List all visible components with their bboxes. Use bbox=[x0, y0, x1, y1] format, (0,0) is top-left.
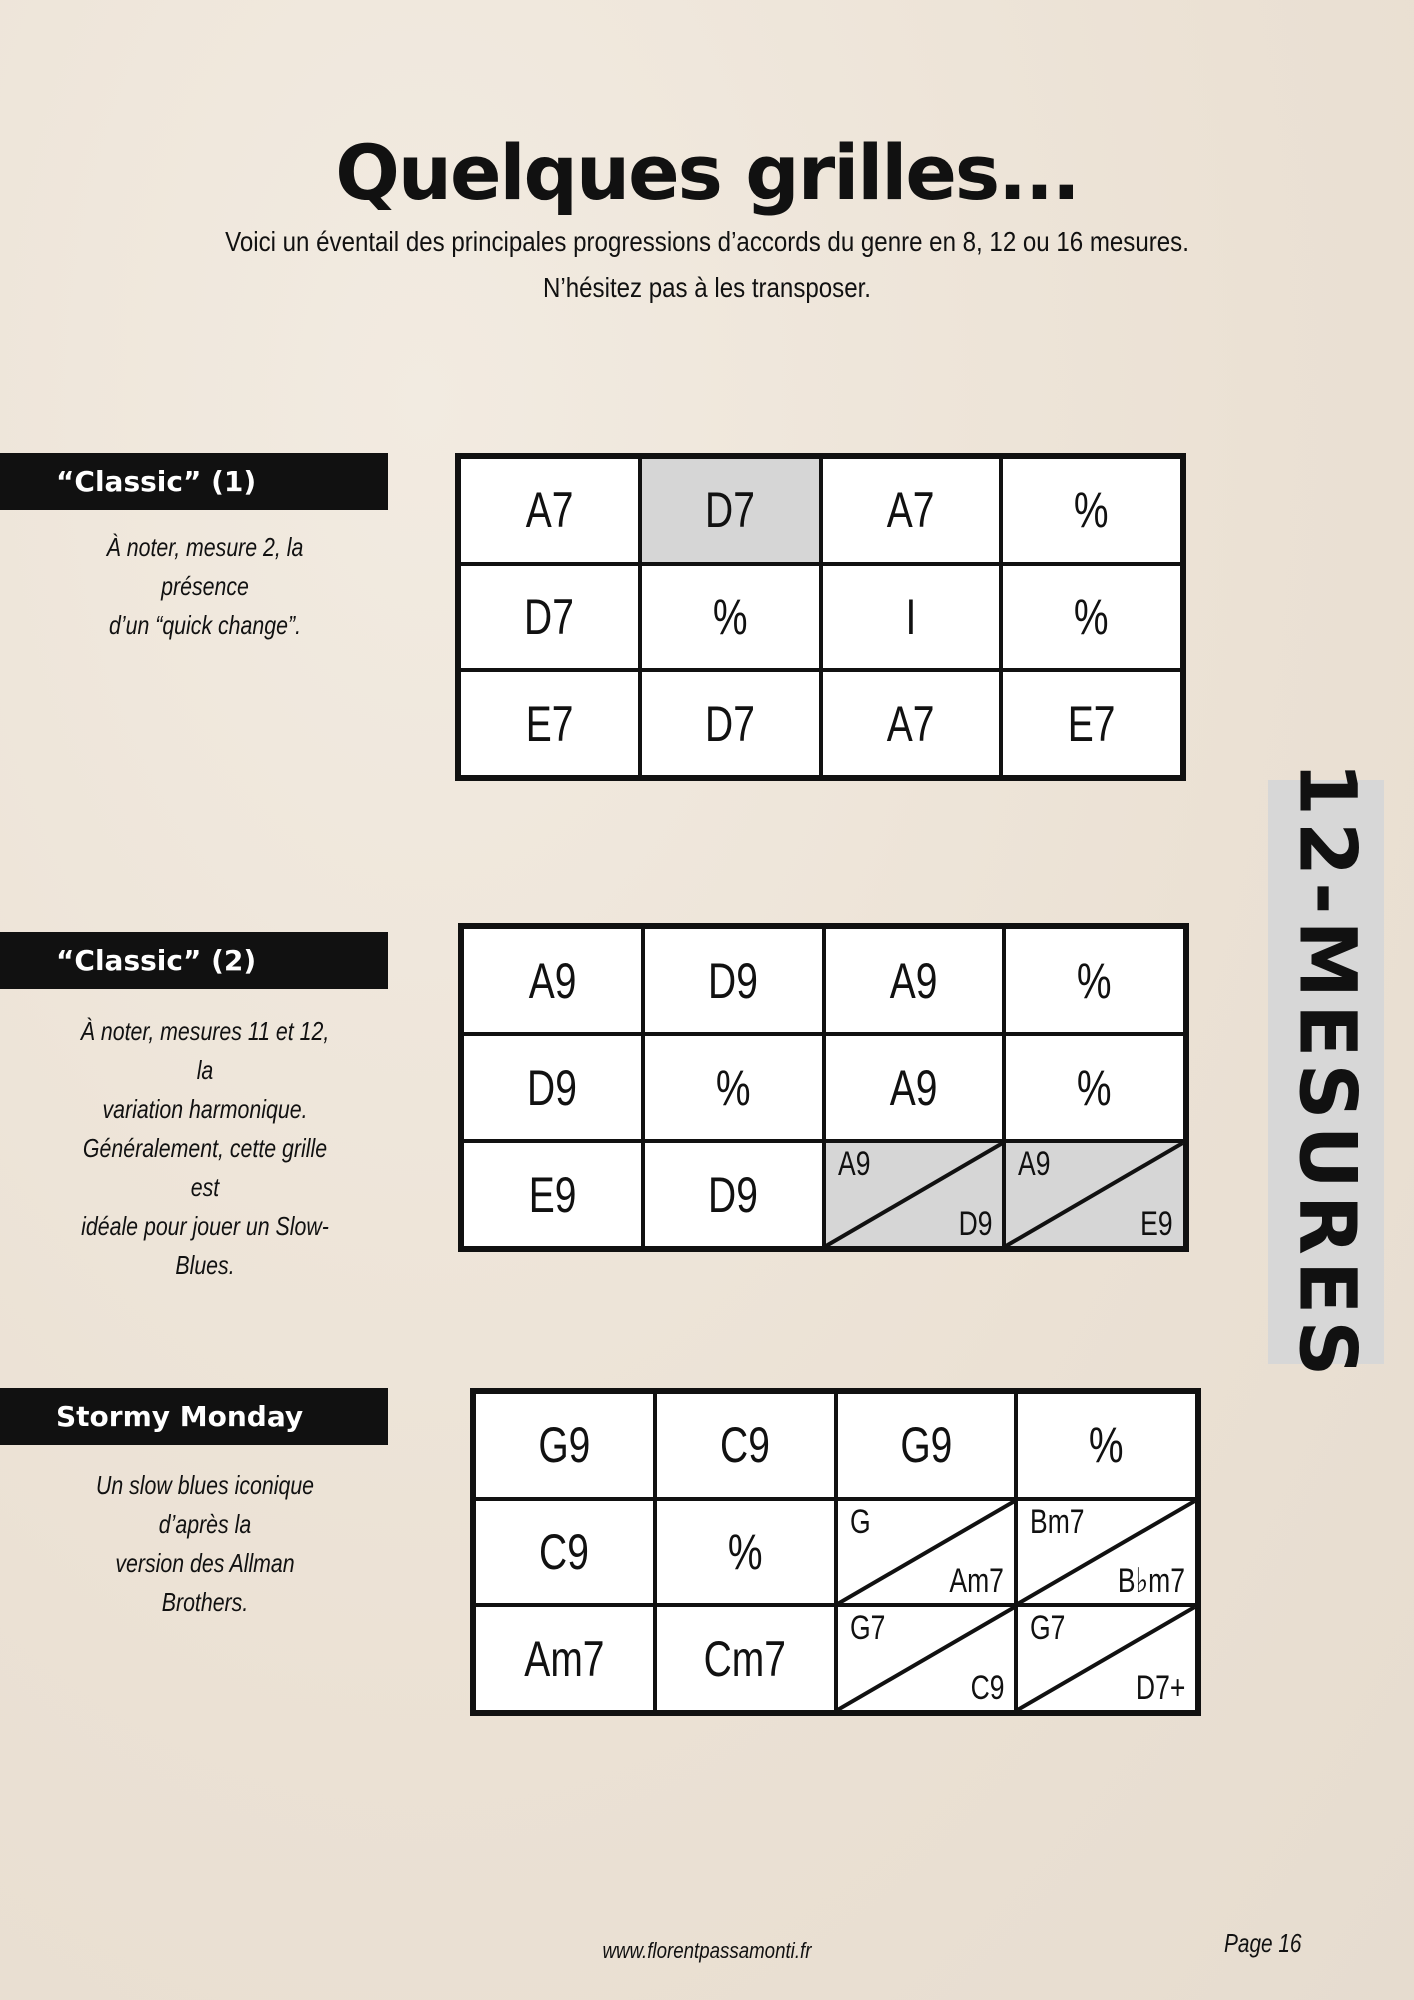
chord-cell bbox=[821, 457, 1002, 564]
chord-label-first-half: A9 bbox=[1018, 1145, 1051, 1183]
chord-cell bbox=[1004, 1034, 1185, 1141]
chord-cell bbox=[824, 1034, 1005, 1141]
chord-cell bbox=[655, 1392, 836, 1499]
chord-cell bbox=[462, 1034, 643, 1141]
chord-label: I bbox=[905, 588, 917, 645]
section-note-classic-1 bbox=[70, 528, 341, 645]
chord-label: % bbox=[1074, 482, 1109, 539]
chord-cell bbox=[655, 1499, 836, 1606]
chord-label: Cm7 bbox=[703, 1630, 787, 1687]
chord-label: D7 bbox=[705, 482, 756, 539]
chord-label-second-half: D7+ bbox=[1135, 1668, 1185, 1707]
section-label-classic-2: “Classic” (2) bbox=[0, 932, 388, 989]
side-tab-12-mesures bbox=[1268, 761, 1384, 1383]
chord-cell bbox=[836, 1499, 1017, 1606]
chord-label-second-half: D9 bbox=[958, 1205, 993, 1243]
chord-cell bbox=[836, 1392, 1017, 1499]
chord-label: G9 bbox=[899, 1417, 952, 1474]
chord-label: A7 bbox=[887, 695, 935, 752]
chord-cell bbox=[1001, 564, 1182, 671]
section-note-stormy-monday bbox=[70, 1466, 341, 1622]
subtitle-line-1: Voici un éventail des principales progressions d’accords du genre en 8, 12 ou 16 mesures. bbox=[225, 226, 1189, 257]
note-line: d’un “quick change”. bbox=[108, 610, 301, 640]
chord-label: D9 bbox=[708, 1166, 759, 1223]
chord-label-first-half: A9 bbox=[837, 1145, 870, 1183]
chord-grid-classic-2 bbox=[458, 923, 1189, 1252]
chord-cell bbox=[643, 927, 824, 1034]
chord-cell bbox=[1001, 670, 1182, 777]
note-line: idéale pour jouer un Slow-Blues. bbox=[81, 1211, 329, 1280]
chord-cell bbox=[459, 457, 640, 564]
chord-label-second-half: E9 bbox=[1140, 1205, 1173, 1243]
chord-grid-stormy-monday bbox=[470, 1388, 1201, 1716]
chord-cell bbox=[1016, 1605, 1197, 1712]
note-line: Un slow blues iconique d’après la bbox=[95, 1470, 315, 1539]
chord-label-first-half: G7 bbox=[849, 1609, 885, 1648]
footer-url: www.florentpassamonti.fr bbox=[602, 1938, 812, 1963]
chord-cell bbox=[643, 1034, 824, 1141]
chord-label: % bbox=[1089, 1417, 1124, 1474]
chord-cell bbox=[462, 927, 643, 1034]
section-note-classic-2 bbox=[70, 1012, 341, 1285]
section-label-classic-1: “Classic” (1) bbox=[0, 453, 388, 510]
chord-cell bbox=[1004, 1141, 1185, 1248]
chord-cell bbox=[640, 670, 821, 777]
chord-cell bbox=[824, 1141, 1005, 1248]
chord-label: C9 bbox=[539, 1523, 590, 1580]
chord-label-first-half: Bm7 bbox=[1030, 1502, 1085, 1541]
chord-label: % bbox=[727, 1523, 763, 1580]
page-title: Quelques grilles... bbox=[335, 128, 1079, 217]
chord-label: A9 bbox=[528, 952, 577, 1009]
chord-label-first-half: G bbox=[849, 1502, 871, 1541]
chord-label: A9 bbox=[890, 1059, 938, 1116]
chord-label: % bbox=[715, 1059, 751, 1116]
chord-cell bbox=[821, 564, 1002, 671]
chord-label: E9 bbox=[528, 1166, 577, 1223]
chord-cell bbox=[643, 1141, 824, 1248]
chord-label-second-half: B♭m7 bbox=[1117, 1562, 1185, 1601]
chord-label: D7 bbox=[705, 695, 756, 752]
chord-label: A7 bbox=[525, 482, 574, 539]
chord-cell bbox=[459, 564, 640, 671]
chord-label: E7 bbox=[525, 695, 574, 752]
chord-cell bbox=[1004, 927, 1185, 1034]
chord-label: A7 bbox=[887, 482, 935, 539]
chord-label: % bbox=[1074, 588, 1109, 645]
note-line: version des Allman Brothers. bbox=[115, 1548, 295, 1617]
chord-label: D7 bbox=[524, 588, 575, 645]
chord-label-second-half: C9 bbox=[970, 1668, 1005, 1707]
chord-grid-classic-1 bbox=[455, 453, 1186, 781]
chord-label: Am7 bbox=[524, 1630, 605, 1687]
chord-label: A9 bbox=[890, 952, 938, 1009]
note-line: Généralement, cette grille est bbox=[82, 1133, 328, 1202]
chord-label: D9 bbox=[708, 952, 759, 1009]
chord-label-second-half: Am7 bbox=[949, 1562, 1005, 1601]
chord-label: % bbox=[1077, 1059, 1112, 1116]
note-line: À noter, mesures 11 et 12, la bbox=[80, 1016, 330, 1085]
chord-cell bbox=[655, 1605, 836, 1712]
chord-cell bbox=[824, 927, 1005, 1034]
chord-cell bbox=[462, 1141, 643, 1248]
note-line: variation harmonique. bbox=[102, 1094, 308, 1124]
chord-cell bbox=[1016, 1392, 1197, 1499]
chord-cell bbox=[1001, 457, 1182, 564]
page-number: Page 16 bbox=[1224, 1928, 1302, 1958]
chord-label: D9 bbox=[527, 1059, 578, 1116]
subtitle-line-2: N’hésitez pas à les transposer. bbox=[543, 272, 871, 303]
chord-label: % bbox=[1077, 952, 1112, 1009]
chord-cell bbox=[474, 1392, 655, 1499]
chord-label: % bbox=[712, 588, 748, 645]
section-label-stormy-monday: Stormy Monday bbox=[0, 1388, 388, 1445]
chord-cell bbox=[640, 457, 821, 564]
chord-cell bbox=[474, 1605, 655, 1712]
chord-label: E7 bbox=[1067, 695, 1116, 752]
chord-cell bbox=[459, 670, 640, 777]
chord-cell bbox=[821, 670, 1002, 777]
chord-cell bbox=[640, 564, 821, 671]
chord-cell bbox=[1016, 1499, 1197, 1606]
chord-cell bbox=[836, 1605, 1017, 1712]
chord-label-first-half: G7 bbox=[1030, 1609, 1066, 1648]
side-tab-label: 12-MESURES bbox=[1281, 761, 1372, 1383]
chord-label: C9 bbox=[720, 1417, 771, 1474]
note-line: À noter, mesure 2, la présence bbox=[106, 532, 304, 601]
chord-cell bbox=[474, 1499, 655, 1606]
chord-label: G9 bbox=[538, 1417, 591, 1474]
